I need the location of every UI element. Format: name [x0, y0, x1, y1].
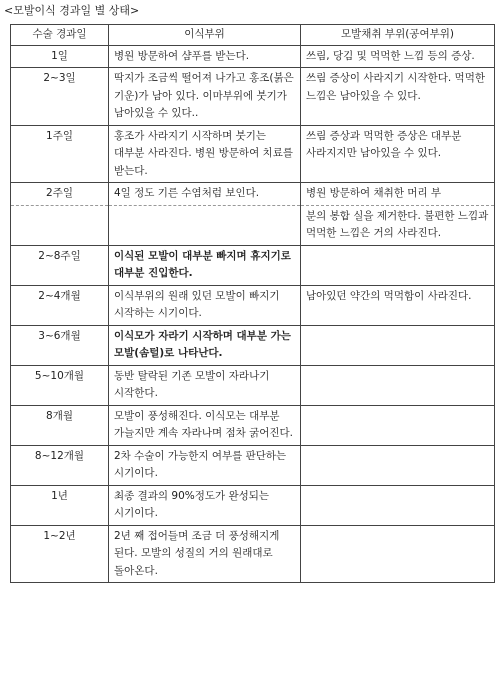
period-cell: 2~4개월 — [11, 285, 109, 325]
header-row — [11, 25, 495, 46]
donor-cell — [301, 445, 495, 485]
transplant-cell: 4일 정도 기른 수염처럼 보인다. — [109, 183, 301, 206]
table-row — [11, 285, 495, 325]
period-cell: 3~6개월 — [11, 325, 109, 365]
donor-cell — [301, 325, 495, 365]
transplant-cell: 이식부위의 원래 있던 모발이 빠지기 시작하는 시기이다. — [109, 285, 301, 325]
donor-cell — [301, 245, 495, 285]
transplant-cell — [109, 205, 301, 245]
transplant-cell: 홍조가 사라지기 시작하며 붓기는 대부분 사라진다. 병원 방문하여 치료를 받는다. — [109, 125, 301, 183]
period-cell: 2~8주일 — [11, 245, 109, 285]
donor-cell: 분의 봉합 실을 제거한다. 불편한 느낌과 먹먹한 느낌은 거의 사라진다. — [301, 205, 495, 245]
header-period: 수술 경과일 — [11, 25, 109, 46]
transplant-cell: 이식모가 자라기 시작하며 대부분 가는 모발(솜털)로 나타난다. — [109, 325, 301, 365]
table-row — [11, 125, 495, 183]
table-title: <모발이식 경과일 별 상태> — [4, 4, 140, 17]
period-cell: 1주일 — [11, 125, 109, 183]
table-row — [11, 205, 495, 245]
period-cell: 2주일 — [11, 183, 109, 206]
table-row — [11, 525, 495, 583]
table-row — [11, 68, 495, 126]
transplant-cell: 최종 결과의 90%정도가 완성되는 시기이다. — [109, 485, 301, 525]
donor-cell: 병원 방문하여 채취한 머리 부 — [301, 183, 495, 206]
transplant-cell: 2년 째 접어들며 조금 더 풍성해지게 된다. 모발의 성질의 거의 원래대로 돌아온다. — [109, 525, 301, 583]
period-cell: 1년 — [11, 485, 109, 525]
table-row — [11, 405, 495, 445]
table-row — [11, 45, 495, 68]
table-row — [11, 485, 495, 525]
period-cell — [11, 205, 109, 245]
donor-cell — [301, 485, 495, 525]
donor-cell — [301, 525, 495, 583]
header-donor-area: 모발채취 부위(공여부위) — [301, 25, 495, 46]
donor-cell: 남아있던 약간의 먹먹함이 사라진다. — [301, 285, 495, 325]
transplant-cell: 2차 수술이 가능한지 여부를 판단하는 시기이다. — [109, 445, 301, 485]
hair-transplant-progress-table — [10, 24, 495, 583]
table-row — [11, 183, 495, 206]
table-row — [11, 245, 495, 285]
period-cell: 1~2년 — [11, 525, 109, 583]
table-row — [11, 325, 495, 365]
period-cell: 1일 — [11, 45, 109, 68]
transplant-cell: 병원 방문하여 샴푸를 받는다. — [109, 45, 301, 68]
donor-cell: 쓰림, 당김 및 먹먹한 느낌 등의 증상. — [301, 45, 495, 68]
transplant-cell: 이식된 모발이 대부분 빠지며 휴지기로 대부분 진입한다. — [109, 245, 301, 285]
period-cell: 5~10개월 — [11, 365, 109, 405]
period-cell: 8~12개월 — [11, 445, 109, 485]
donor-cell — [301, 405, 495, 445]
transplant-cell: 동반 탈락된 기존 모발이 자라나기 시작한다. — [109, 365, 301, 405]
transplant-cell: 모발이 풍성해진다. 이식모는 대부분 가늘지만 계속 자라나며 점차 굵어진다. — [109, 405, 301, 445]
donor-cell: 쓰림 증상이 사라지기 시작한다. 먹먹한 느낌은 남아있을 수 있다. — [301, 68, 495, 126]
transplant-cell: 딱지가 조금씩 떨어져 나가고 홍조(붉은 기운)가 남아 있다. 이마부위에 붓기가 남아있을 수 있다.. — [109, 68, 301, 126]
period-cell: 8개월 — [11, 405, 109, 445]
table-row — [11, 445, 495, 485]
donor-cell: 쓰림 증상과 먹먹한 증상은 대부분 사라지지만 남아있을 수 있다. — [301, 125, 495, 183]
period-cell: 2~3일 — [11, 68, 109, 126]
donor-cell — [301, 365, 495, 405]
table-row — [11, 365, 495, 405]
header-transplant-area: 이식부위 — [109, 25, 301, 46]
